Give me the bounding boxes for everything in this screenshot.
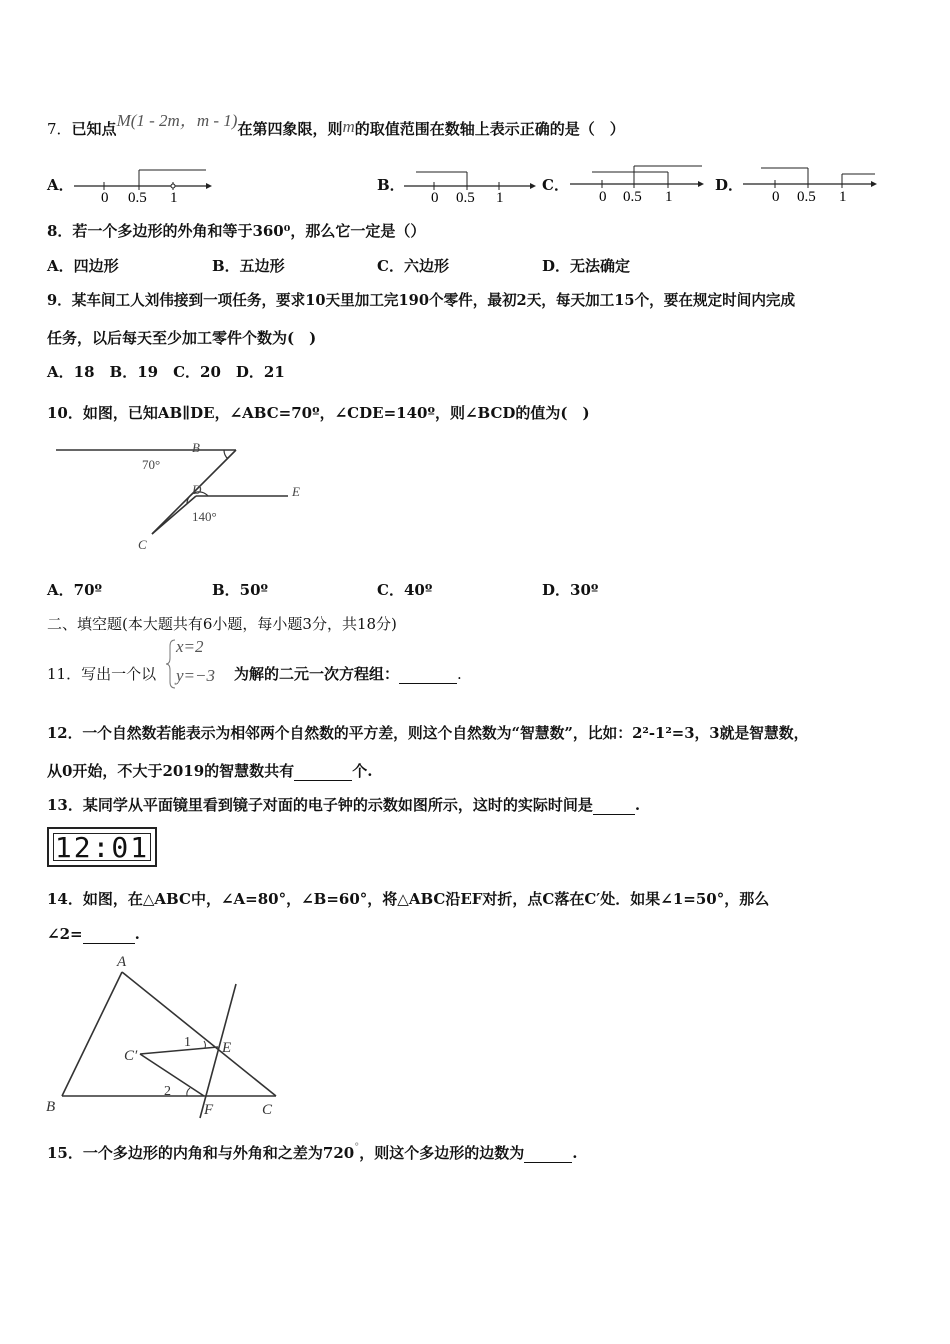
q8-option-b: B．五边形	[212, 257, 285, 275]
q10-label-D: D	[192, 482, 202, 497]
q7-option-d-numberline	[741, 160, 881, 204]
q11-answer-blank[interactable]	[399, 665, 457, 684]
q7-number: 7．	[47, 120, 72, 138]
q7-option-a-numberline	[72, 164, 212, 204]
q7-a-tick-05: 0.5	[128, 190, 147, 204]
q14-label-A: A	[117, 954, 127, 970]
q7-option-c-label: C．	[542, 176, 569, 194]
q14-line2-pre: ∠2=	[47, 925, 83, 943]
q12-stem-line1: 12．一个自然数若能表示为相邻两个自然数的平方差，则这个自然数为“智慧数”，比如：2²-1²=3，3就是智慧数，	[47, 725, 809, 742]
q7-point-label: M	[116, 111, 131, 130]
q11-equation-x: x=2	[176, 637, 204, 656]
q7-b-tick-05: 0.5	[456, 190, 475, 204]
q8-option-c: C．六边形	[377, 257, 449, 275]
q7-c-tick-1: 1	[665, 189, 673, 204]
q13-answer-blank[interactable]	[593, 796, 635, 815]
q7-a-tick-1: 1	[170, 190, 178, 204]
q7-post-text: 的取值范围在数轴上表示正确的是（ ）	[354, 120, 625, 138]
q10-figure	[52, 440, 312, 555]
q11-period: .	[457, 665, 462, 683]
q7-stem	[47, 111, 625, 139]
q15-pre-text: 15．一个多边形的内角和与外角和之差为720	[47, 1144, 355, 1162]
q7-c-tick-05: 0.5	[623, 189, 642, 204]
q14-label-C: C	[262, 1102, 273, 1118]
q14-label-B: B	[46, 1099, 56, 1115]
q9-options: A．18 B．19 C．20 D．21	[47, 363, 285, 381]
q12-stem-line2	[47, 760, 372, 781]
q10-label-B: B	[192, 440, 200, 455]
q8-option-a: A．四边形	[47, 257, 119, 275]
q14-stem-line1: 14．如图，在△ABC中，∠A=80°，∠B=60°，将△ABC沿EF对折，点C落在C′处．如果∠1=50°，那么	[47, 890, 770, 908]
q7-mid-text: 在第四象限，则	[237, 120, 343, 138]
q15-answer-blank[interactable]	[524, 1144, 572, 1163]
q11-equation-y: y=−3	[176, 666, 215, 685]
q7-d-tick-0: 0	[772, 189, 780, 204]
q15-degree: °	[354, 1142, 360, 1153]
q13-clock-figure	[47, 827, 157, 867]
q7-pre-text: 已知点	[71, 120, 117, 138]
q14-label-F: F	[204, 1102, 214, 1118]
q15-period: .	[572, 1144, 578, 1162]
q7-d-tick-05: 0.5	[797, 189, 816, 204]
q13-stem	[47, 794, 640, 815]
q9-stem-line1: 9．某车间工人刘伟接到一项任务，要求10天里加工完190个零件，最初2天，每天加工15个，要在规定时间内完成	[47, 292, 796, 309]
q10-option-d: D．30º	[542, 581, 599, 599]
section2-title: 二、填空题(本大题共有6小题，每小题3分，共18分)	[47, 615, 397, 633]
q7-coordinates: (1 - 2m，m - 1)	[130, 111, 238, 130]
q12-line2-post: 个.	[352, 762, 373, 780]
q10-label-C: C	[138, 537, 147, 552]
q11-pre-text: 11．写出一个以	[47, 665, 157, 683]
q9-stem-line2: 任务，以后每天至少加工零件个数为( )	[47, 329, 317, 347]
q10-option-b: B．50º	[212, 581, 269, 599]
q7-b-tick-1: 1	[496, 190, 504, 204]
q12-line2-pre: 从0开始，不大于2019的智慧数共有	[47, 762, 295, 780]
q7-d-tick-1: 1	[839, 189, 847, 204]
q14-angle-2: 2	[164, 1084, 171, 1099]
q10-stem: 10．如图，已知AB∥DE，∠ABC=70º，∠CDE=140º，则∠BCD的值为( )	[47, 404, 590, 422]
q10-option-a: A．70º	[47, 581, 103, 599]
q10-angle-140: 140°	[192, 509, 217, 524]
q14-label-E: E	[222, 1040, 232, 1056]
q7-option-b-label: B．	[377, 176, 405, 194]
q11-tail	[234, 663, 462, 684]
q13-text: 13．某同学从平面镜里看到镜子对面的电子钟的示数如图所示，这时的实际时间是	[47, 796, 593, 814]
q7-a-tick-0: 0	[101, 190, 109, 204]
q10-angle-70: 70°	[142, 457, 161, 472]
q10-label-E: E	[292, 484, 300, 499]
q13-period: .	[634, 796, 641, 814]
q7-option-c-numberline	[568, 160, 708, 204]
q8-stem: 8．若一个多边形的外角和等于360⁰，那么它一定是（）	[47, 222, 426, 240]
q11-stem	[47, 663, 156, 684]
q15-stem	[47, 1142, 577, 1163]
q14-angle-1: 1	[184, 1035, 191, 1050]
q14-stem-line2	[47, 925, 140, 944]
q13-clock-display: 12:01	[54, 830, 150, 864]
q8-option-d: D．无法确定	[542, 257, 631, 275]
q14-answer-blank[interactable]	[83, 925, 135, 944]
q14-line2-post: .	[134, 925, 140, 943]
q7-c-tick-0: 0	[599, 189, 607, 204]
q15-post-text: ，则这个多边形的边数为	[359, 1144, 525, 1162]
q7-variable: m	[342, 117, 355, 136]
q7-option-a-label: A．	[47, 176, 74, 194]
q7-option-b-numberline	[402, 164, 540, 204]
q14-figure	[40, 948, 290, 1123]
q7-b-tick-0: 0	[431, 190, 439, 204]
q12-answer-blank[interactable]	[294, 762, 352, 781]
q7-option-d-label: D．	[715, 176, 744, 194]
q14-label-Cprime: C′	[124, 1048, 138, 1064]
q11-post-text: 为解的二元一次方程组：	[234, 665, 400, 683]
q10-option-c: C．40º	[377, 581, 433, 599]
